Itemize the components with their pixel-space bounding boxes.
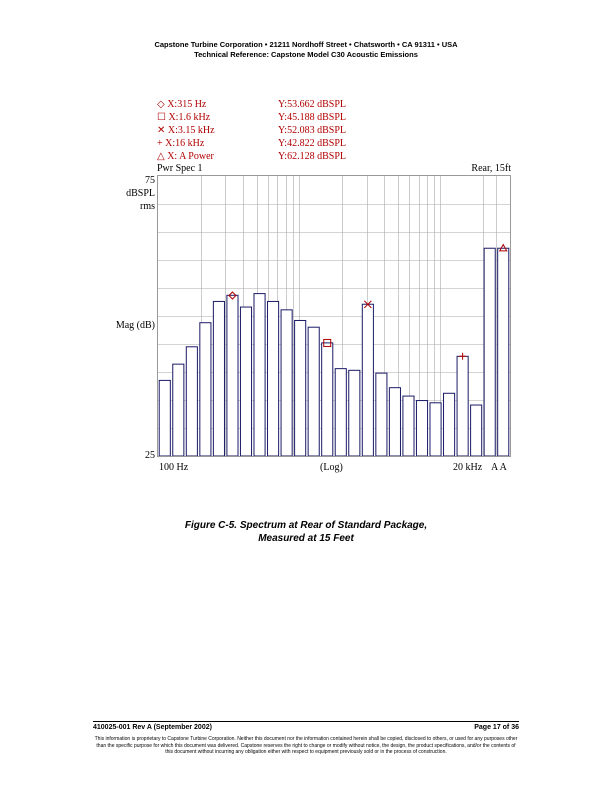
bar-22 (444, 393, 455, 456)
bar-5 (213, 301, 224, 456)
bar-26 (498, 248, 509, 456)
bar-24 (471, 405, 482, 456)
footer-page-number: Page 17 of 36 (474, 724, 519, 731)
marker-5-y: Y:62.128 dBSPL (278, 151, 346, 162)
bar-23 (457, 356, 468, 456)
bar-20 (416, 401, 427, 456)
marker-1-x: ◇ X:315 Hz (157, 99, 207, 110)
bar-6 (227, 295, 238, 456)
bar-7 (240, 307, 251, 456)
y-unit-label: dBSPL (126, 188, 155, 199)
chart-subtitle: Rear, 15ft (471, 163, 511, 174)
bar-12 (308, 327, 319, 456)
y-axis-label: Mag (dB) (115, 320, 155, 331)
bar-15 (349, 370, 360, 456)
y-unit2-label: rms (140, 201, 155, 212)
bar-2 (173, 364, 184, 456)
y-tick-bottom: 25 (145, 450, 155, 461)
footer-proprietary-note: This information is proprietary to Capstone Turbine Corporation. Neither this document nor the information contained herein shall be copied, disclosed to others, or used for any purposes other than the specific purpose for which this document was delivered. Capstone reserves the right to change or modify without notice, the design, the product specifications, and/or the contents of this document without incurring any obligation either with respect to equipment previously sold or in the process of construction. (94, 736, 518, 755)
footer-divider (93, 721, 519, 722)
chart-bars (159, 248, 509, 456)
marker-3-y: Y:52.083 dBSPL (278, 125, 346, 136)
bar-9 (268, 301, 279, 456)
bar-18 (389, 388, 400, 456)
bar-14 (335, 369, 346, 456)
marker-2-y: Y:45.188 dBSPL (278, 112, 346, 123)
marker-2-x: ☐ X:1.6 kHz (157, 112, 211, 123)
bar-21 (430, 403, 441, 456)
marker-4-x: + X:16 kHz (157, 138, 205, 149)
bar-19 (403, 396, 414, 456)
bar-4 (200, 323, 211, 456)
bar-17 (376, 373, 387, 456)
bar-3 (186, 347, 197, 456)
bar-10 (281, 310, 292, 456)
x-tick-left: 100 Hz (159, 462, 189, 473)
marker-1-y: Y:53.662 dBSPL (278, 99, 346, 110)
bar-8 (254, 294, 265, 456)
bar-1 (159, 380, 170, 456)
bar-16 (362, 304, 373, 456)
footer-doc-id: 410025-001 Rev A (September 2002) (93, 724, 212, 731)
y-tick-top: 75 (145, 175, 155, 186)
marker-3-x: ✕ X:3.15 kHz (157, 125, 215, 136)
bar-11 (295, 320, 306, 456)
bar-25 (484, 248, 495, 456)
header-company-line: Capstone Turbine Corporation • 21211 Nordhoff Street • Chatsworth • CA 91311 • USA (154, 40, 458, 49)
figure-caption-line1: Figure C-5. Spectrum at Rear of Standard Package, (184, 520, 428, 531)
marker-4-y: Y:42.822 dBSPL (278, 138, 346, 149)
x-tick-right: 20 kHz (453, 462, 483, 473)
figure-caption-line2: Measured at 15 Feet (258, 533, 354, 544)
marker-5-x: △ X: A Power (157, 151, 214, 162)
x-tick-a: A A (491, 462, 507, 473)
bar-13 (322, 343, 333, 456)
header-reference-line: Technical Reference: Capstone Model C30 Acoustic Emissions (194, 50, 418, 59)
chart-title: Pwr Spec 1 (157, 163, 203, 174)
x-scale-label: (Log) (320, 462, 343, 473)
